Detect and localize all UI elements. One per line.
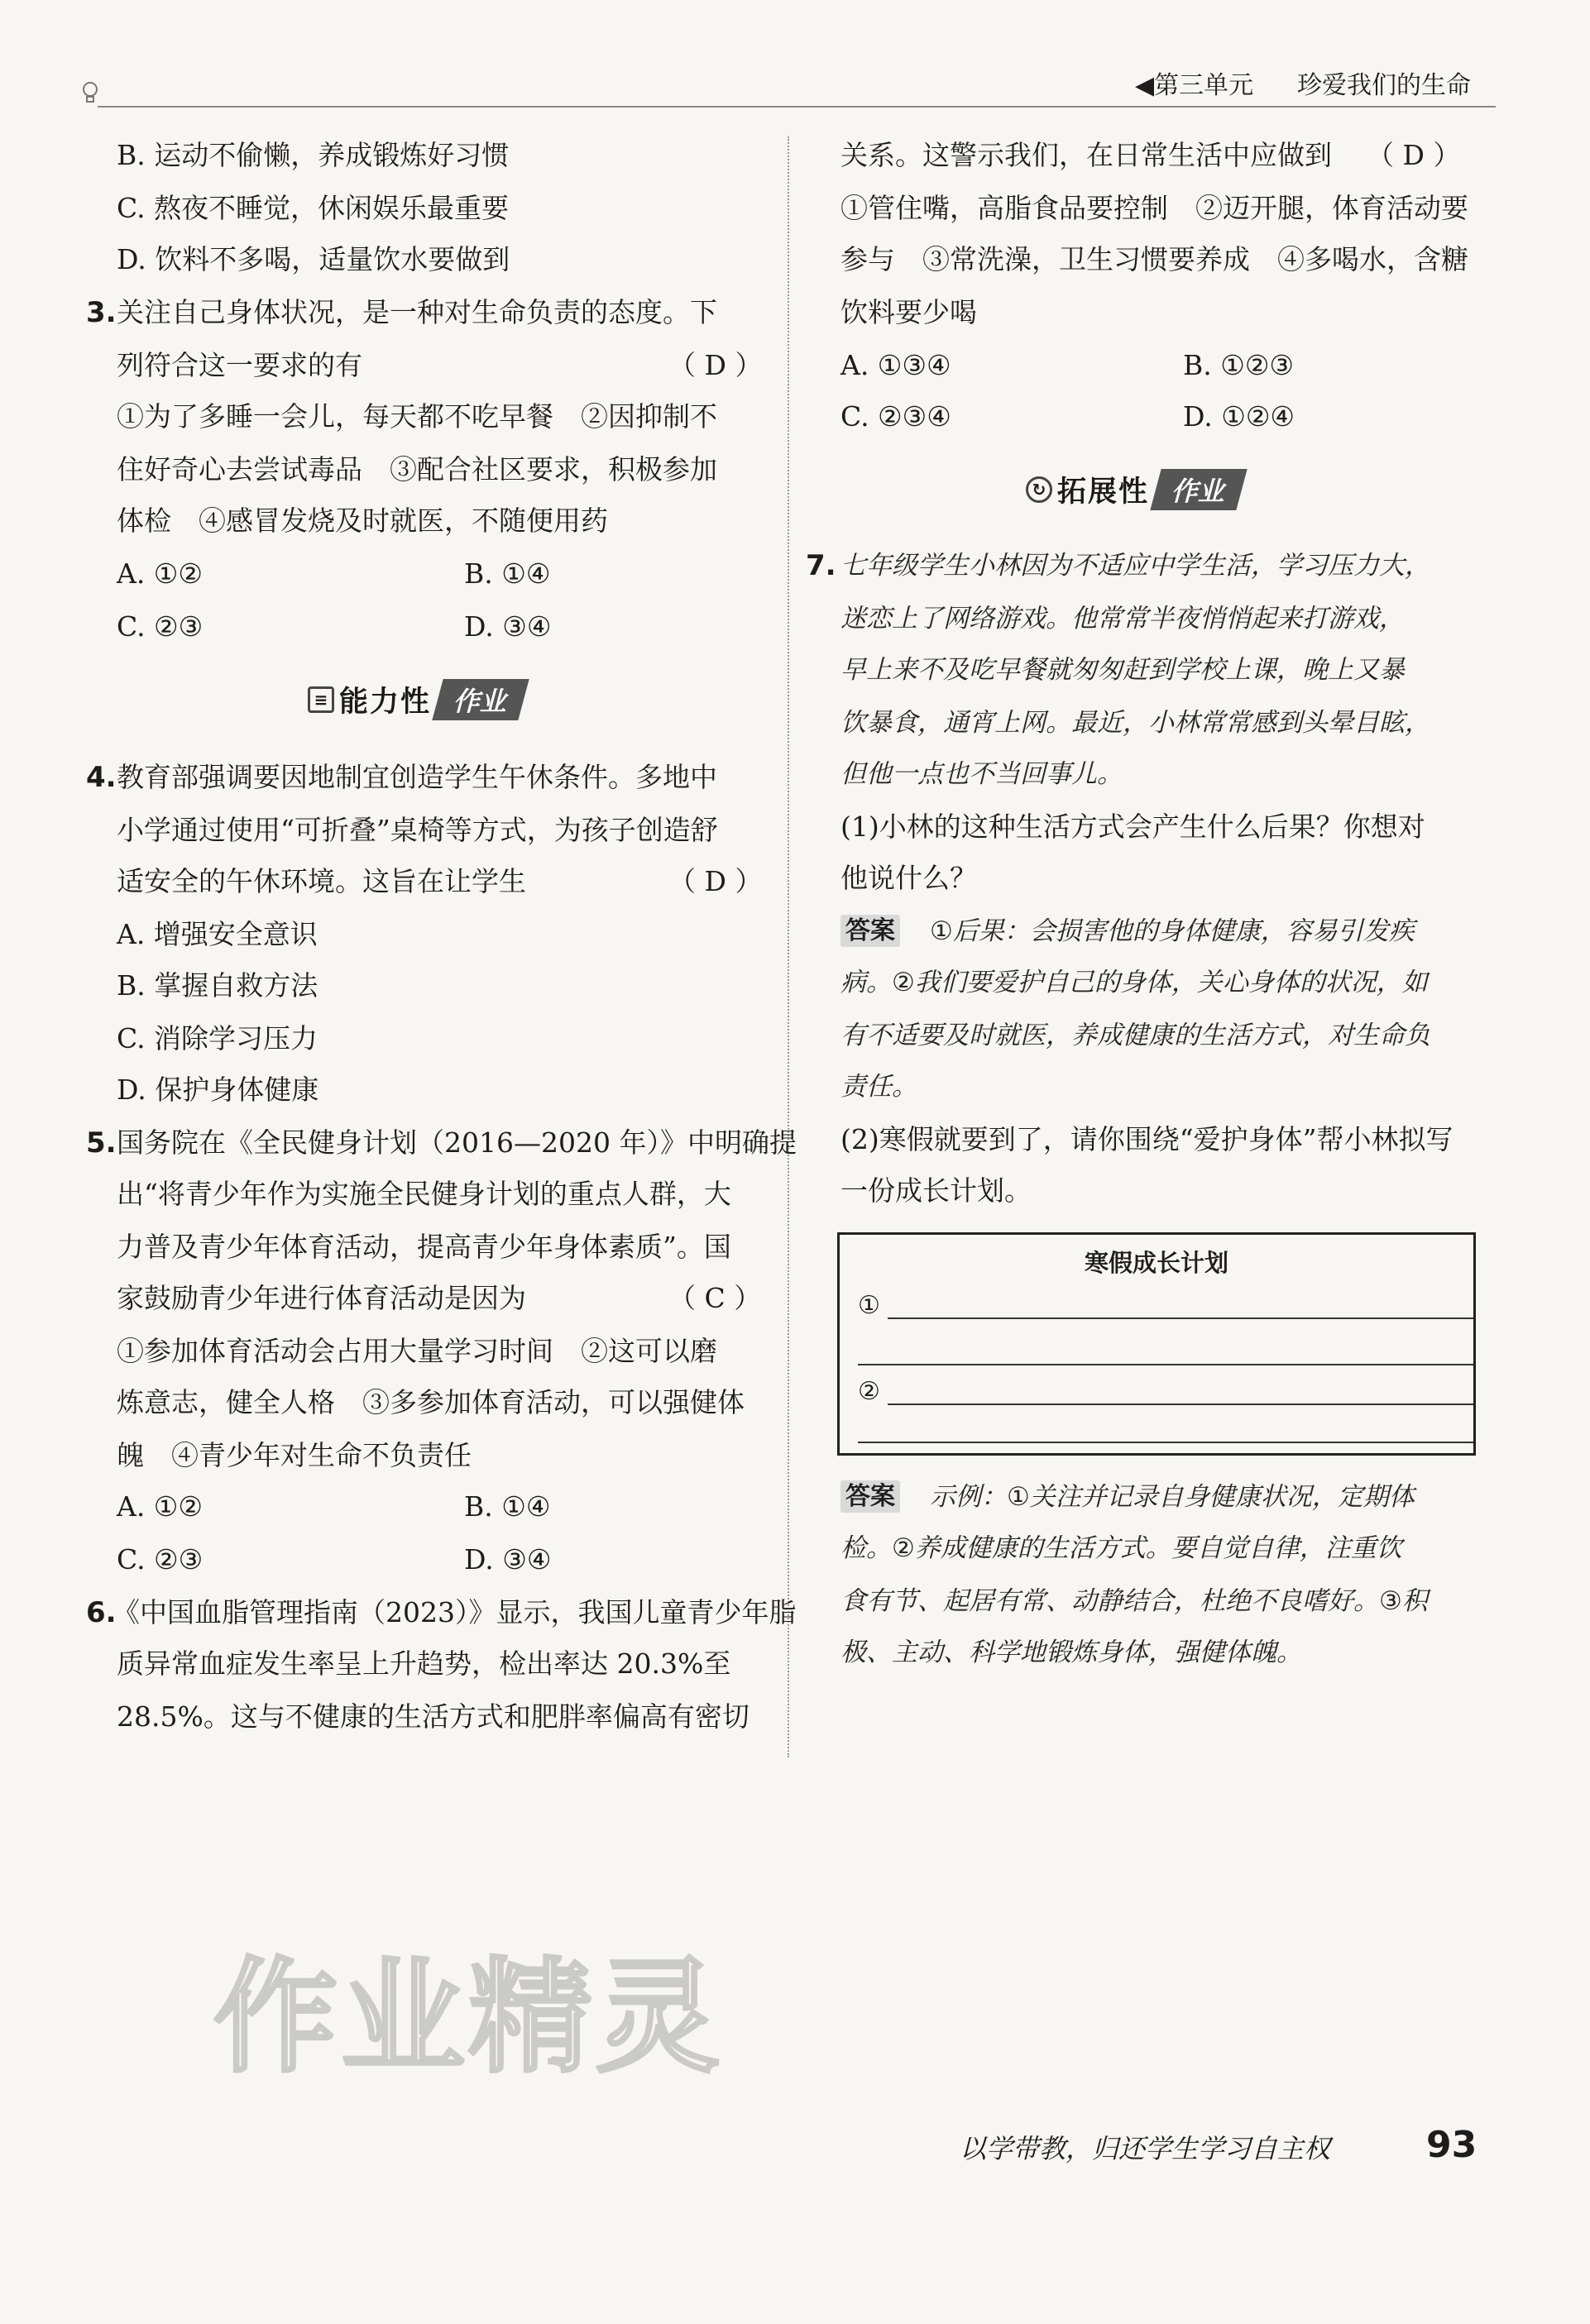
plan-title: 寒假成长计划 [1084, 1249, 1228, 1277]
plan-mark-2: ② [858, 1377, 880, 1406]
q7-line: 七年级学生小林因为不适应中学生活，学习压力大， [840, 551, 1430, 581]
q7-ans1: 责任。 [840, 1072, 917, 1102]
q3-number: 3. [86, 296, 117, 329]
q6-stmt: 饮料要少喝 [840, 296, 977, 328]
answer-label-2-text: 答案 [840, 1480, 900, 1513]
bulb-icon [81, 81, 99, 104]
section-ability-label: 能力性 [339, 686, 432, 719]
section-ability [308, 678, 524, 721]
q6-opt-c: C. ②③④ [840, 400, 951, 433]
q2-opt-c: C. 熬夜不睡觉，休闲娱乐最重要 [117, 192, 510, 224]
q2-opt-d: D. 饮料不多喝，适量饮水要做到 [117, 243, 510, 275]
answer-label-text: 答案 [840, 915, 900, 947]
watermark: 作业精灵 [213, 1946, 724, 2090]
triangle-left-icon: ◀ [1135, 71, 1155, 100]
plan-line-3[interactable] [888, 1403, 1473, 1405]
q3-line: 列符合这一要求的有 [117, 349, 362, 381]
plan-mark-1: ① [858, 1291, 880, 1320]
header-rule [98, 106, 1496, 108]
q2-opt-b: B. 运动不偷懒，养成锻炼好习惯 [117, 139, 510, 171]
q6-stmt: ①管住嘴，高脂食品要控制 ②迈开腿，体育活动要 [840, 192, 1468, 224]
q3-stmt: ①为了多睡一会儿，每天都不吃早餐 ②因抑制不 [117, 400, 717, 433]
q4-line: 适安全的午休环境。这旨在让学生 [117, 865, 526, 897]
q6-opt-a: A. ①③④ [840, 349, 951, 381]
q5-number: 5. [86, 1126, 117, 1160]
q5-answer: （ C ） [668, 1282, 762, 1314]
q7-ans1: 病。②我们要爱护自己的身体，关心身体的状况，如 [840, 968, 1428, 997]
q3-answer: （ D ） [668, 349, 763, 381]
expand-icon: ↻ [1026, 476, 1052, 503]
footer-slogan: 以学带教，归还学生学习自主权 [960, 2133, 1331, 2164]
header-unit [1135, 69, 1253, 103]
q6-answer: （ D ） [1367, 139, 1461, 171]
q7-line: 饮暴食，通宵上网。最近，小林常常感到头晕目眩， [840, 708, 1430, 738]
q4-opt-a: A. 增强安全意识 [117, 918, 318, 950]
q5-line: 国务院在《全民健身计划（2016—2020 年）》中明确提 [117, 1126, 797, 1159]
plan-box [837, 1232, 1476, 1456]
q3-opt-c: C. ②③ [117, 610, 204, 643]
q5-line: 出“将青少年作为实施全民健身计划的重点人群，大 [117, 1178, 731, 1210]
q3-opt-a: A. ①② [117, 557, 203, 590]
q5-line: 家鼓励青少年进行体育活动是因为 [117, 1282, 526, 1314]
column-divider [788, 136, 789, 1757]
q7-sub1: (1)小林的这种生活方式会产生什么后果？你想对 [840, 811, 1425, 843]
q3-stmt: 住好奇心去尝试毒品 ③配合社区要求，积极参加 [117, 453, 717, 485]
q5-stmt: 炼意志，健全人格 ③多参加体育活动，可以强健体 [117, 1386, 745, 1418]
q4-opt-c: C. 消除学习压力 [117, 1022, 318, 1054]
q5-opt-c: C. ②③ [117, 1543, 204, 1576]
page-number: 93 [1426, 2124, 1477, 2166]
q4-number: 4. [86, 761, 117, 794]
q7-sub1: 他说什么？ [840, 862, 977, 894]
q6-opt-d: D. ①②④ [1183, 400, 1295, 433]
section-extend-label: 拓展性 [1057, 476, 1150, 509]
q7-sub2: 一份成长计划。 [840, 1174, 1032, 1207]
q7-number: 7. [806, 549, 836, 582]
q4-opt-b: B. 掌握自救方法 [117, 969, 318, 1002]
q7-line: 但他一点也不当回事儿。 [840, 759, 1123, 789]
q5-stmt: 魄 ④青少年对生命不负责任 [117, 1439, 472, 1471]
q6-line: 28.5%。这与不健康的生活方式和肥胖率偏高有密切 [117, 1700, 750, 1733]
header-title: 珍爱我们的生命 [1297, 71, 1471, 100]
q6-number: 6. [86, 1596, 117, 1629]
q7-line: 早上来不及吃早餐就匆匆赶到学校上课，晚上又暴 [840, 655, 1405, 685]
q4-line: 小学通过使用“可折叠”桌椅等方式，为孩子创造舒 [117, 814, 718, 846]
q7-ans2: 检。②养成健康的生活方式。要自觉自律，注重饮 [840, 1533, 1402, 1563]
q5-stmt: ①参加体育活动会占用大量学习时间 ②这可以磨 [117, 1335, 717, 1367]
q5-line: 力普及青少年体育活动，提高青少年身体素质”。国 [117, 1231, 731, 1263]
answer-label [840, 915, 900, 951]
answer-label-2 [840, 1480, 900, 1517]
q7-ans2: 示例：①关注并记录自身健康状况，定期体 [930, 1482, 1415, 1512]
list-icon: ≡ [308, 686, 334, 713]
section-extend [1026, 468, 1242, 511]
q4-opt-d: D. 保护身体健康 [117, 1074, 319, 1106]
q5-opt-d: D. ③④ [464, 1543, 552, 1576]
q6-opt-b: B. ①②③ [1183, 349, 1294, 381]
q3-line: 关注自己身体状况，是一种对生命负责的态度。下 [117, 296, 717, 328]
q5-opt-a: A. ①② [117, 1490, 203, 1523]
q3-opt-b: B. ①④ [464, 557, 551, 590]
section-ability-work: 作业 [432, 679, 529, 720]
q7-sub2: (2)寒假就要到了，请你围绕“爱护身体”帮小林拟写 [840, 1123, 1454, 1155]
plan-line-4[interactable] [858, 1442, 1473, 1443]
unit-label: 第三单元 [1154, 71, 1254, 100]
section-extend-work: 作业 [1150, 469, 1247, 510]
q6-line: 质异常血症发生率呈上升趋势，检出率达 20.3%至 [117, 1647, 731, 1680]
q3-opt-d: D. ③④ [464, 610, 552, 643]
q7-ans1: ①后果：会损害他的身体健康，容易引发疾 [930, 916, 1415, 946]
plan-line-2[interactable] [858, 1364, 1473, 1365]
q4-line: 教育部强调要因地制宜创造学生午休条件。多地中 [117, 761, 717, 793]
q6-line: 《中国血脂管理指南（2023）》显示，我国儿童青少年脂 [113, 1596, 797, 1628]
q7-ans1: 有不适要及时就医，养成健康的生活方式，对生命负 [840, 1021, 1430, 1050]
q6-stmt: 参与 ③常洗澡，卫生习惯要养成 ④多喝水，含糖 [840, 243, 1468, 275]
q4-answer: （ D ） [668, 865, 763, 897]
q3-stmt: 体检 ④感冒发烧及时就医，不随便用药 [117, 504, 608, 537]
plan-line-1[interactable] [888, 1317, 1473, 1319]
q7-ans2: 食有节、起居有常、动静结合，杜绝不良嗜好。③积 [840, 1586, 1428, 1616]
q7-ans2: 极、主动、科学地锻炼身体，强健体魄。 [840, 1638, 1302, 1667]
q7-line: 迷恋上了网络游戏。他常常半夜悄悄起来打游戏， [840, 604, 1405, 634]
q6-cont-line: 关系。这警示我们，在日常生活中应做到 [840, 139, 1332, 171]
q5-opt-b: B. ①④ [464, 1490, 551, 1523]
